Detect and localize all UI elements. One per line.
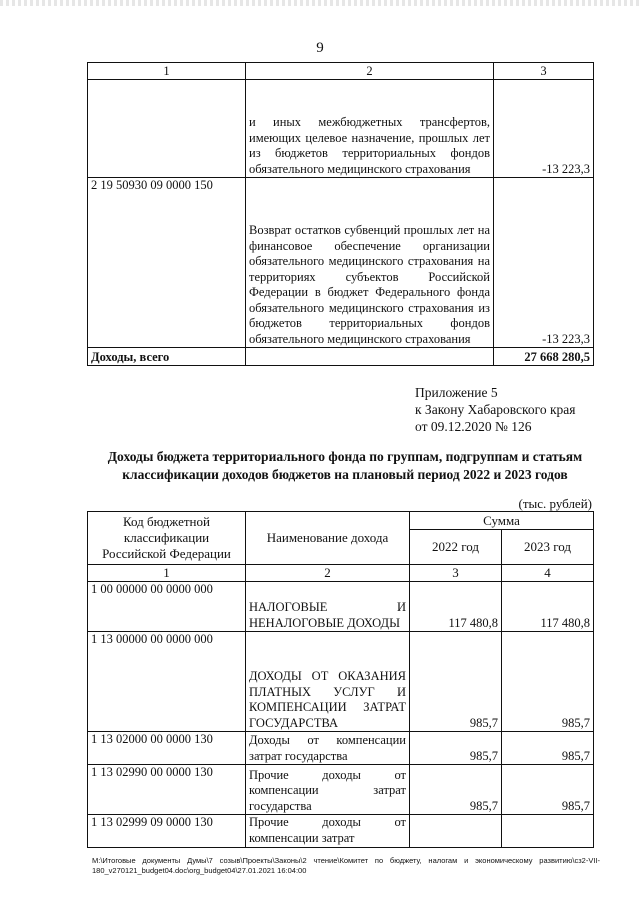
page-number: 9 bbox=[316, 40, 324, 56]
appendix-line: к Закону Хабаровского края bbox=[415, 402, 576, 417]
table-row bbox=[88, 80, 594, 178]
header-code: Код бюджетной классификации Российской Федерации bbox=[88, 512, 246, 565]
col-number: 3 bbox=[410, 565, 502, 582]
header-row bbox=[88, 512, 594, 530]
appendix-note bbox=[415, 384, 576, 435]
col-number: 1 bbox=[88, 63, 246, 80]
table-row bbox=[88, 815, 594, 848]
document-title bbox=[90, 448, 600, 484]
code-cell: 1 13 00000 00 0000 000 bbox=[88, 632, 246, 732]
code-cell: 1 00 00000 00 0000 000 bbox=[88, 582, 246, 632]
value-2022: 985,7 bbox=[410, 632, 502, 732]
value-cell: -13 223,3 bbox=[494, 178, 594, 348]
revenue-table-continued bbox=[87, 62, 594, 366]
column-number-row bbox=[88, 63, 594, 80]
code-cell: 2 19 50930 09 0000 150 bbox=[88, 178, 246, 348]
title-line: классификации доходов бюджетов на плановый период 2022 и 2023 годов bbox=[122, 467, 568, 482]
total-row bbox=[88, 348, 594, 366]
table-row bbox=[88, 582, 594, 632]
name-cell: ДОХОДЫ ОТ ОКАЗАНИЯ ПЛАТНЫХ УСЛУГ И КОМПЕНСАЦИИ ЗАТРАТ ГОСУДАРСТВА bbox=[246, 632, 410, 732]
header-year-2023: 2023 год bbox=[502, 530, 594, 565]
units-note: (тыс. рублей) bbox=[518, 496, 592, 511]
name-cell: и иных межбюджетных трансфертов, имеющих целевое назначение, прошлых лет из бюджетов территориальных фондов обязательного медицинского страхования bbox=[246, 80, 494, 178]
col-number: 3 bbox=[494, 63, 594, 80]
empty-cell bbox=[246, 348, 494, 366]
col-number: 2 bbox=[246, 565, 410, 582]
col-number: 1 bbox=[88, 565, 246, 582]
appendix-line: Приложение 5 bbox=[415, 385, 498, 400]
value-2023: 117 480,8 bbox=[502, 582, 594, 632]
name-cell: Прочие доходы от компенсации затрат государства bbox=[246, 765, 410, 815]
revenue-plan-table bbox=[87, 511, 594, 848]
col-number: 2 bbox=[246, 63, 494, 80]
scan-artifact bbox=[0, 0, 640, 6]
header-name: Наименование дохода bbox=[246, 512, 410, 565]
name-cell: Доходы от компенсации затрат государства bbox=[246, 732, 410, 765]
code-cell bbox=[88, 80, 246, 178]
code-cell: 1 13 02990 00 0000 130 bbox=[88, 765, 246, 815]
value-2023: 985,7 bbox=[502, 765, 594, 815]
code-cell: 1 13 02000 00 0000 130 bbox=[88, 732, 246, 765]
file-path-footer: M:\Итоговые документы Думы\7 созыв\Проекты\Законы\2 чтение\Комитет по бюджету, налогам и экономическому развитию\сз2-VII-180_v270121_budget04.doc\org_budget04\27.01.2021 16:04:00 bbox=[92, 856, 600, 875]
value-2022: 985,7 bbox=[410, 732, 502, 765]
value-2023: 985,7 bbox=[502, 732, 594, 765]
column-number-row bbox=[88, 565, 594, 582]
name-cell: НАЛОГОВЫЕ И НЕНАЛОГОВЫЕ ДОХОДЫ bbox=[246, 582, 410, 632]
name-cell: Прочие доходы от компенсации затрат bbox=[246, 815, 410, 848]
value-2023 bbox=[502, 815, 594, 848]
code-cell: 1 13 02999 09 0000 130 bbox=[88, 815, 246, 848]
value-2022: 985,7 bbox=[410, 765, 502, 815]
appendix-line: от 09.12.2020 № 126 bbox=[415, 419, 532, 434]
name-cell: Возврат остатков субвенций прошлых лет на финансовое обеспечение организации обязательного медицинского страхования на территориях субъектов Российской Федерации в бюджет Федерального фонда обязательного медицинского страхования из бюджетов территориальных фондов обязательного медицинского страхования bbox=[246, 178, 494, 348]
value-cell: -13 223,3 bbox=[494, 80, 594, 178]
header-year-2022: 2022 год bbox=[410, 530, 502, 565]
title-line: Доходы бюджета территориального фонда по группам, подгруппам и статьям bbox=[107, 449, 583, 464]
table-row bbox=[88, 632, 594, 732]
header-sum: Сумма bbox=[410, 512, 594, 530]
value-2023: 985,7 bbox=[502, 632, 594, 732]
table-row bbox=[88, 178, 594, 348]
total-label: Доходы, всего bbox=[88, 348, 246, 366]
table-row bbox=[88, 732, 594, 765]
value-2022: 117 480,8 bbox=[410, 582, 502, 632]
value-2022 bbox=[410, 815, 502, 848]
col-number: 4 bbox=[502, 565, 594, 582]
total-value: 27 668 280,5 bbox=[494, 348, 594, 366]
table-row bbox=[88, 765, 594, 815]
